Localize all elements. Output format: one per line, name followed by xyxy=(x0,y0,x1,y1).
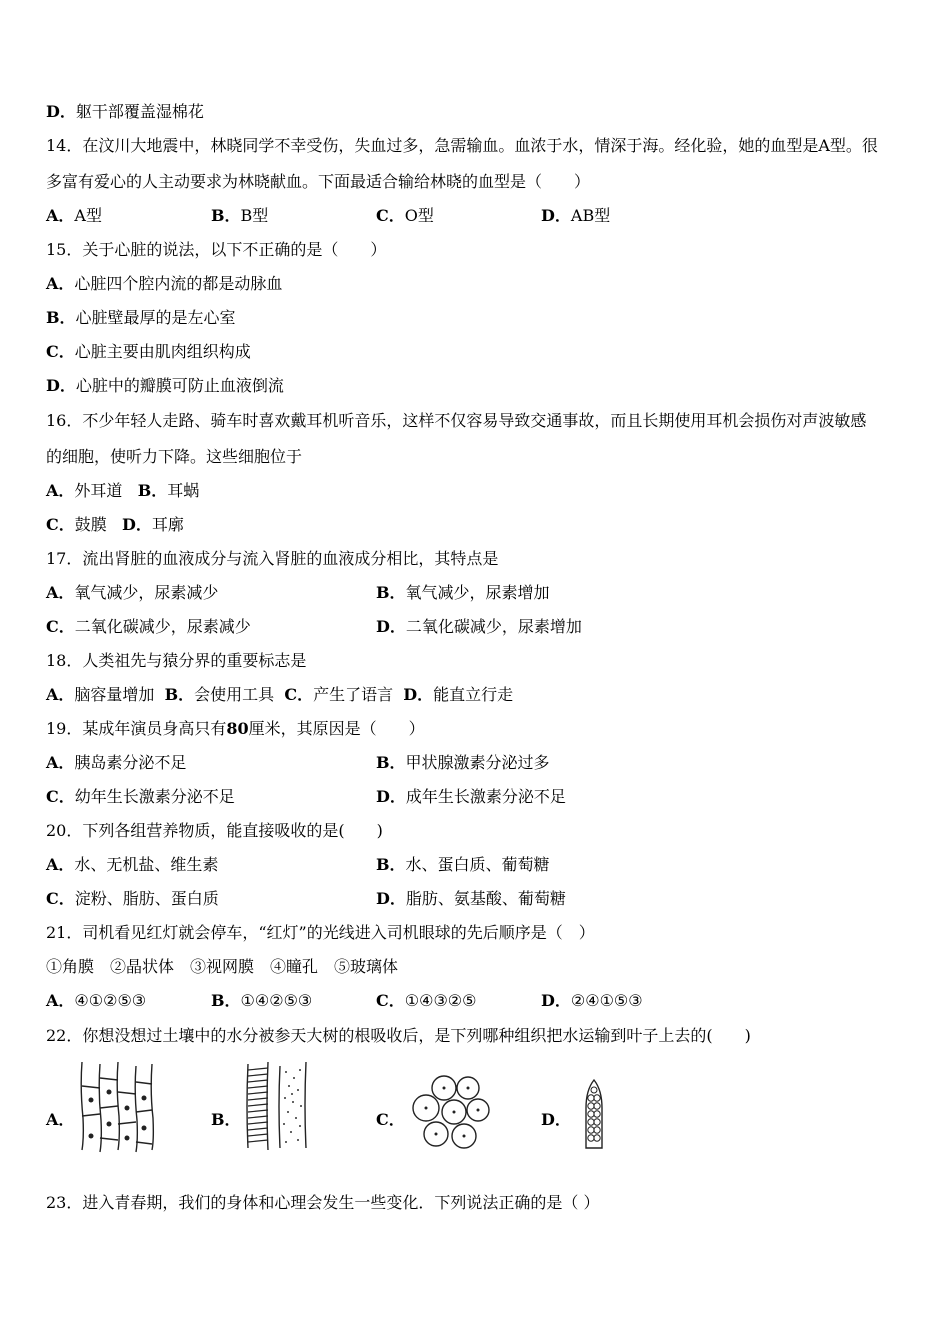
option-label: D． xyxy=(541,991,571,1010)
q22-option-a-label: A． xyxy=(46,1110,75,1129)
option-label: C． xyxy=(284,685,314,704)
q22-figure-b-vessel-tissue xyxy=(242,1060,312,1152)
q22-figure-a-parenchyma-cells xyxy=(78,1058,156,1154)
q17-option-a xyxy=(46,583,218,603)
q20-option-b xyxy=(376,855,550,875)
q21-stem: 21．司机看见红灯就会停车，“红灯”的光线进入司机眼球的先后顺序是（ ） xyxy=(46,923,595,942)
q16-stem-line2: 的细胞，使听力下降。这些细胞位于 xyxy=(46,447,303,466)
q13-option-d xyxy=(46,102,204,122)
option-text: 心脏主要由肌肉组织构成 xyxy=(74,342,251,361)
option-label: B． xyxy=(376,855,406,874)
q15-stem: 15．关于心脏的说法，以下不正确的是（ ） xyxy=(46,240,387,259)
q19-stem xyxy=(46,719,425,739)
option-label: B． xyxy=(137,481,168,500)
q21-items: ①角膜 ②晶状体 ③视网膜 ④瞳孔 ⑤玻璃体 xyxy=(46,957,399,976)
q15-option-c xyxy=(46,342,251,362)
option-text: 脂肪、氨基酸、葡萄糖 xyxy=(405,889,566,908)
q15-option-b xyxy=(46,308,236,328)
q19-stem-pre: 19．某成年演员身高只有 xyxy=(46,719,227,738)
q14-stem-line2: 多富有爱心的人主动要求为林晓献血。下面最适合输给林晓的血型是（ ） xyxy=(46,172,591,191)
q16-option-b: 耳蜗 xyxy=(167,481,200,500)
q18-option-c: 产生了语言 xyxy=(313,685,394,704)
option-text: 幼年生长激素分泌不足 xyxy=(74,787,235,806)
q20-stem: 20．下列各组营养物质，能直接吸收的是( ) xyxy=(46,821,383,840)
q20-option-a xyxy=(46,855,218,875)
q20-option-d xyxy=(376,889,566,909)
option-text: ①④③②⑤ xyxy=(404,991,477,1010)
option-label: B． xyxy=(211,991,241,1010)
option-label: C． xyxy=(376,206,405,225)
q16-option-c: 鼓膜 xyxy=(74,515,107,534)
q14-option-d xyxy=(541,206,610,226)
q18-option-b: 会使用工具 xyxy=(194,685,275,704)
option-text: ②④①⑤③ xyxy=(570,991,643,1010)
option-text: 淀粉、脂肪、蛋白质 xyxy=(74,889,219,908)
q17-option-c xyxy=(46,617,251,637)
q18-option-d: 能直立行走 xyxy=(433,685,514,704)
option-text: O型 xyxy=(404,206,434,225)
q20-option-c xyxy=(46,889,219,909)
option-label: D． xyxy=(376,617,406,636)
option-label: C． xyxy=(46,617,75,636)
q17-stem: 17．流出肾脏的血液成分与流入肾脏的血液成分相比，其特点是 xyxy=(46,549,499,568)
option-text: AB型 xyxy=(570,206,611,225)
option-text: A型 xyxy=(74,206,102,225)
option-label: D． xyxy=(122,515,152,534)
option-label: C． xyxy=(46,342,75,361)
option-label: D． xyxy=(376,889,406,908)
option-label: B． xyxy=(164,685,195,704)
option-label: A． xyxy=(46,753,75,772)
option-label: C． xyxy=(376,991,405,1010)
q15-option-d xyxy=(46,376,284,396)
q15-option-a xyxy=(46,274,282,294)
option-text: 水、蛋白质、葡萄糖 xyxy=(405,855,550,874)
option-text: 心脏中的瓣膜可防止血液倒流 xyxy=(75,376,284,395)
q19-option-c xyxy=(46,787,235,807)
option-text: ④①②⑤③ xyxy=(74,991,147,1010)
option-label: C． xyxy=(46,889,75,908)
option-label: D． xyxy=(376,787,406,806)
option-label: B． xyxy=(46,308,76,327)
option-label: A． xyxy=(46,481,75,500)
q18-options xyxy=(46,685,513,705)
q22-stem: 22．你想没想过土壤中的水分被参天大树的根吸收后，是下列哪种组织把水运输到叶子上去的( ) xyxy=(46,1026,751,1045)
option-text: 氧气减少，尿素减少 xyxy=(74,583,219,602)
q16-options-cd xyxy=(46,515,184,535)
option-text: 氧气减少，尿素增加 xyxy=(405,583,550,602)
option-label: B． xyxy=(376,583,406,602)
option-text: 躯干部覆盖湿棉花 xyxy=(75,102,204,121)
option-text: 心脏四个腔内流的都是动脉血 xyxy=(74,274,283,293)
option-text: 二氧化碳减少，尿素减少 xyxy=(74,617,251,636)
option-label: D． xyxy=(46,376,76,395)
q21-option-b xyxy=(211,991,312,1011)
q14-option-c xyxy=(376,206,434,226)
option-label: A． xyxy=(46,855,75,874)
q17-option-b xyxy=(376,583,550,603)
option-label: C． xyxy=(46,515,75,534)
option-text: 成年生长激素分泌不足 xyxy=(405,787,566,806)
option-label: A． xyxy=(46,991,75,1010)
option-label: A． xyxy=(46,583,75,602)
option-label: A． xyxy=(46,206,75,225)
q19-option-b xyxy=(376,753,550,773)
option-text: 甲状腺激素分泌过多 xyxy=(405,753,550,772)
q16-options-ab xyxy=(46,481,199,501)
option-label: C． xyxy=(46,787,75,806)
q21-option-a xyxy=(46,991,146,1011)
q22-option-c-label: C． xyxy=(376,1110,405,1129)
option-label: A． xyxy=(46,685,75,704)
option-text: 水、无机盐、维生素 xyxy=(74,855,219,874)
option-text: 心脏壁最厚的是左心室 xyxy=(75,308,236,327)
q18-option-a: 脑容量增加 xyxy=(74,685,155,704)
option-label: B． xyxy=(211,206,241,225)
q22-option-b-label: B． xyxy=(211,1110,241,1129)
option-label: A． xyxy=(46,274,75,293)
q14-option-a xyxy=(46,206,102,226)
q21-option-c xyxy=(376,991,476,1011)
q17-option-d xyxy=(376,617,582,637)
option-label: D． xyxy=(541,206,571,225)
option-label: B． xyxy=(376,753,406,772)
q22-figure-c-round-cells xyxy=(406,1074,492,1152)
option-text: 二氧化碳减少，尿素增加 xyxy=(405,617,582,636)
q19-stem-number: 80 xyxy=(226,719,249,738)
q19-stem-post: 厘米，其原因是（ ） xyxy=(248,719,425,738)
q21-option-d xyxy=(541,991,643,1011)
q16-stem-line1: 16．不少年轻人走路、骑车时喜欢戴耳机听音乐，这样不仅容易导致交通事故，而且长期使用耳机会损伤对声波敏感 xyxy=(46,411,867,430)
q22-option-d-label: D． xyxy=(541,1110,571,1129)
q16-option-d: 耳廓 xyxy=(151,515,184,534)
q18-stem: 18．人类祖先与猿分界的重要标志是 xyxy=(46,651,307,670)
option-text: ①④②⑤③ xyxy=(240,991,313,1010)
q14-stem-line1: 14．在汶川大地震中，林晓同学不幸受伤，失血过多，急需输血。血浓于水，情深于海。经化验，她的血型是A型。很 xyxy=(46,136,878,155)
q14-option-b xyxy=(211,206,268,226)
q16-option-a: 外耳道 xyxy=(74,481,123,500)
option-label: D． xyxy=(46,102,76,121)
option-label: D． xyxy=(403,685,434,704)
q19-option-a xyxy=(46,753,186,773)
q19-option-d xyxy=(376,787,566,807)
q22-figure-d-meristem-tip xyxy=(580,1078,608,1152)
option-text: B型 xyxy=(240,206,269,225)
option-text: 胰岛素分泌不足 xyxy=(74,753,187,772)
q23-stem: 23．进入青春期，我们的身体和心理会发生一些变化．下列说法正确的是（ ） xyxy=(46,1193,600,1212)
